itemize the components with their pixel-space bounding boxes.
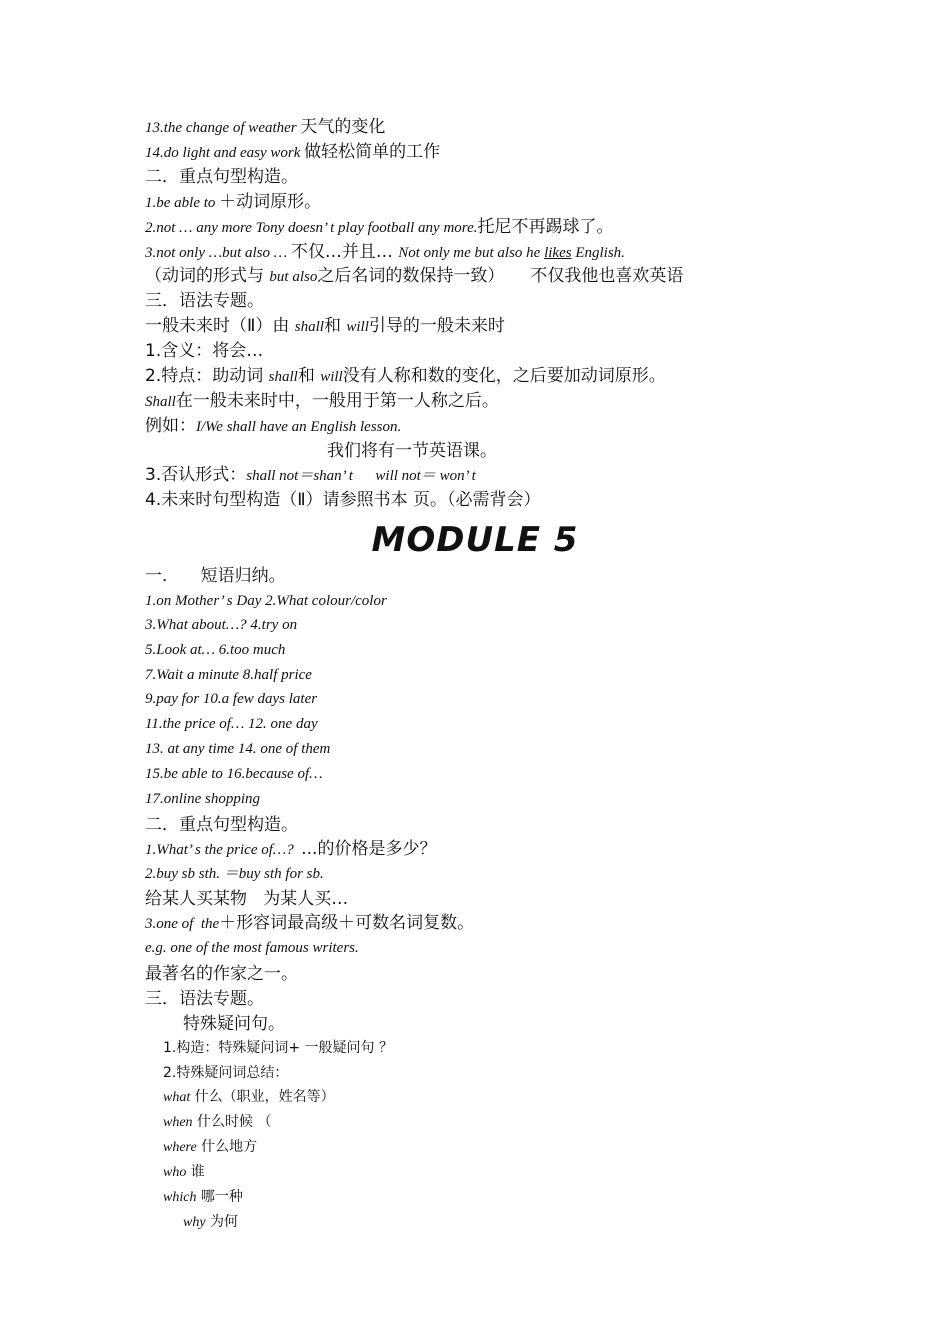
wh-item: which 哪一种 — [163, 1189, 243, 1205]
grammar-point-4: 4.未来时句型构造（Ⅱ）请参照书本 页。（必需背会） — [145, 490, 541, 510]
phrase-list-item: 11.the price of… 12. one day — [145, 716, 318, 732]
sentence-note: （动词的形式与 but also之后名词的数保持一致） 不仅我他也喜欢英语 — [145, 266, 684, 286]
module-section-heading-1: 一． 短语归纳。 — [145, 566, 286, 586]
sentence-line-3: 3.not only …but also … 不仅…并且… Not only me but also he likes English. — [145, 242, 625, 262]
phrase-list-item: 1.on Mother’ s Day 2.What colour/color — [145, 593, 387, 609]
section-heading-2: 二．重点句型构造。 — [145, 167, 298, 187]
grammar-example: 例如：I/We shall have an English lesson. — [145, 416, 402, 436]
phrase-line-13: 13.the change of weather 天气的变化 — [145, 117, 386, 137]
wh-item: what 什么（职业，姓名等） — [163, 1089, 335, 1105]
module-sentence-2-translation: 给某人买某物 为某人买… — [145, 889, 349, 909]
wh-item: who 谁 — [163, 1164, 205, 1180]
grammar-point-2: 2.特点：助动词 shall和 will没有人称和数的变化，之后要加动词原形。 — [145, 366, 666, 386]
wh-item: when 什么时候 （ — [163, 1114, 272, 1130]
wh-summary-heading: 2.特殊疑问词总结： — [163, 1065, 289, 1081]
grammar-point-1: 1.含义：将会… — [145, 341, 264, 361]
wh-item: why 为何 — [183, 1214, 239, 1230]
grammar-example-translation: 我们将有一节英语课。 — [327, 441, 497, 461]
grammar-title: 一般未来时（Ⅱ）由 shall和 will引导的一般未来时 — [145, 316, 505, 336]
phrase-list-item: 17.online shopping — [145, 791, 260, 807]
module-section-heading-2: 二．重点句型构造。 — [145, 815, 298, 835]
phrase-line-14: 14.do light and easy work 做轻松简单的工作 — [145, 142, 441, 162]
phrase-list-item: 13. at any time 14. one of them — [145, 741, 331, 757]
wh-structure: 1.构造：特殊疑问词+ 一般疑问句 ？ — [163, 1040, 393, 1056]
grammar-point-3: 3.否认形式：shall not＝shan’ t will not＝ won’ t — [145, 465, 476, 485]
module-sentence-3-translation: 最著名的作家之一。 — [145, 964, 298, 984]
module-sentence-3-example: e.g. one of the most famous writers. — [145, 940, 359, 956]
module-sentence-2: 2.buy sb sth. ＝buy sth for sb. — [145, 866, 324, 882]
phrase-list-item: 9.pay for 10.a few days later — [145, 691, 318, 707]
module-section-heading-3: 三．语法专题。 — [145, 989, 264, 1009]
sentence-line-1: 1.be able to ＋动词原形。 — [145, 192, 322, 212]
wh-question-title: 特殊疑问句。 — [183, 1014, 285, 1034]
phrase-list-item: 7.Wait a minute 8.half price — [145, 667, 312, 683]
phrase-list-item: 3.What about…? 4.try on — [145, 617, 298, 633]
sentence-line-2: 2.not … any more Tony doesn’ t play football any more.托尼不再踢球了。 — [145, 217, 614, 237]
module-sentence-3: 3.one of the＋形容词最高级＋可数名词复数。 — [145, 913, 475, 933]
module-title: MODULE 5 — [371, 520, 579, 560]
phrase-list-item: 15.be able to 16.because of… — [145, 766, 323, 782]
section-heading-3: 三．语法专题。 — [145, 291, 264, 311]
grammar-point-2b: Shall在一般未来时中，一般用于第一人称之后。 — [145, 391, 499, 411]
phrase-list-item: 5.Look at… 6.too much — [145, 642, 286, 658]
wh-item: where 什么地方 — [163, 1139, 258, 1155]
module-sentence-1: 1.What’ s the price of…? ...的价格是多少？ — [145, 839, 437, 859]
